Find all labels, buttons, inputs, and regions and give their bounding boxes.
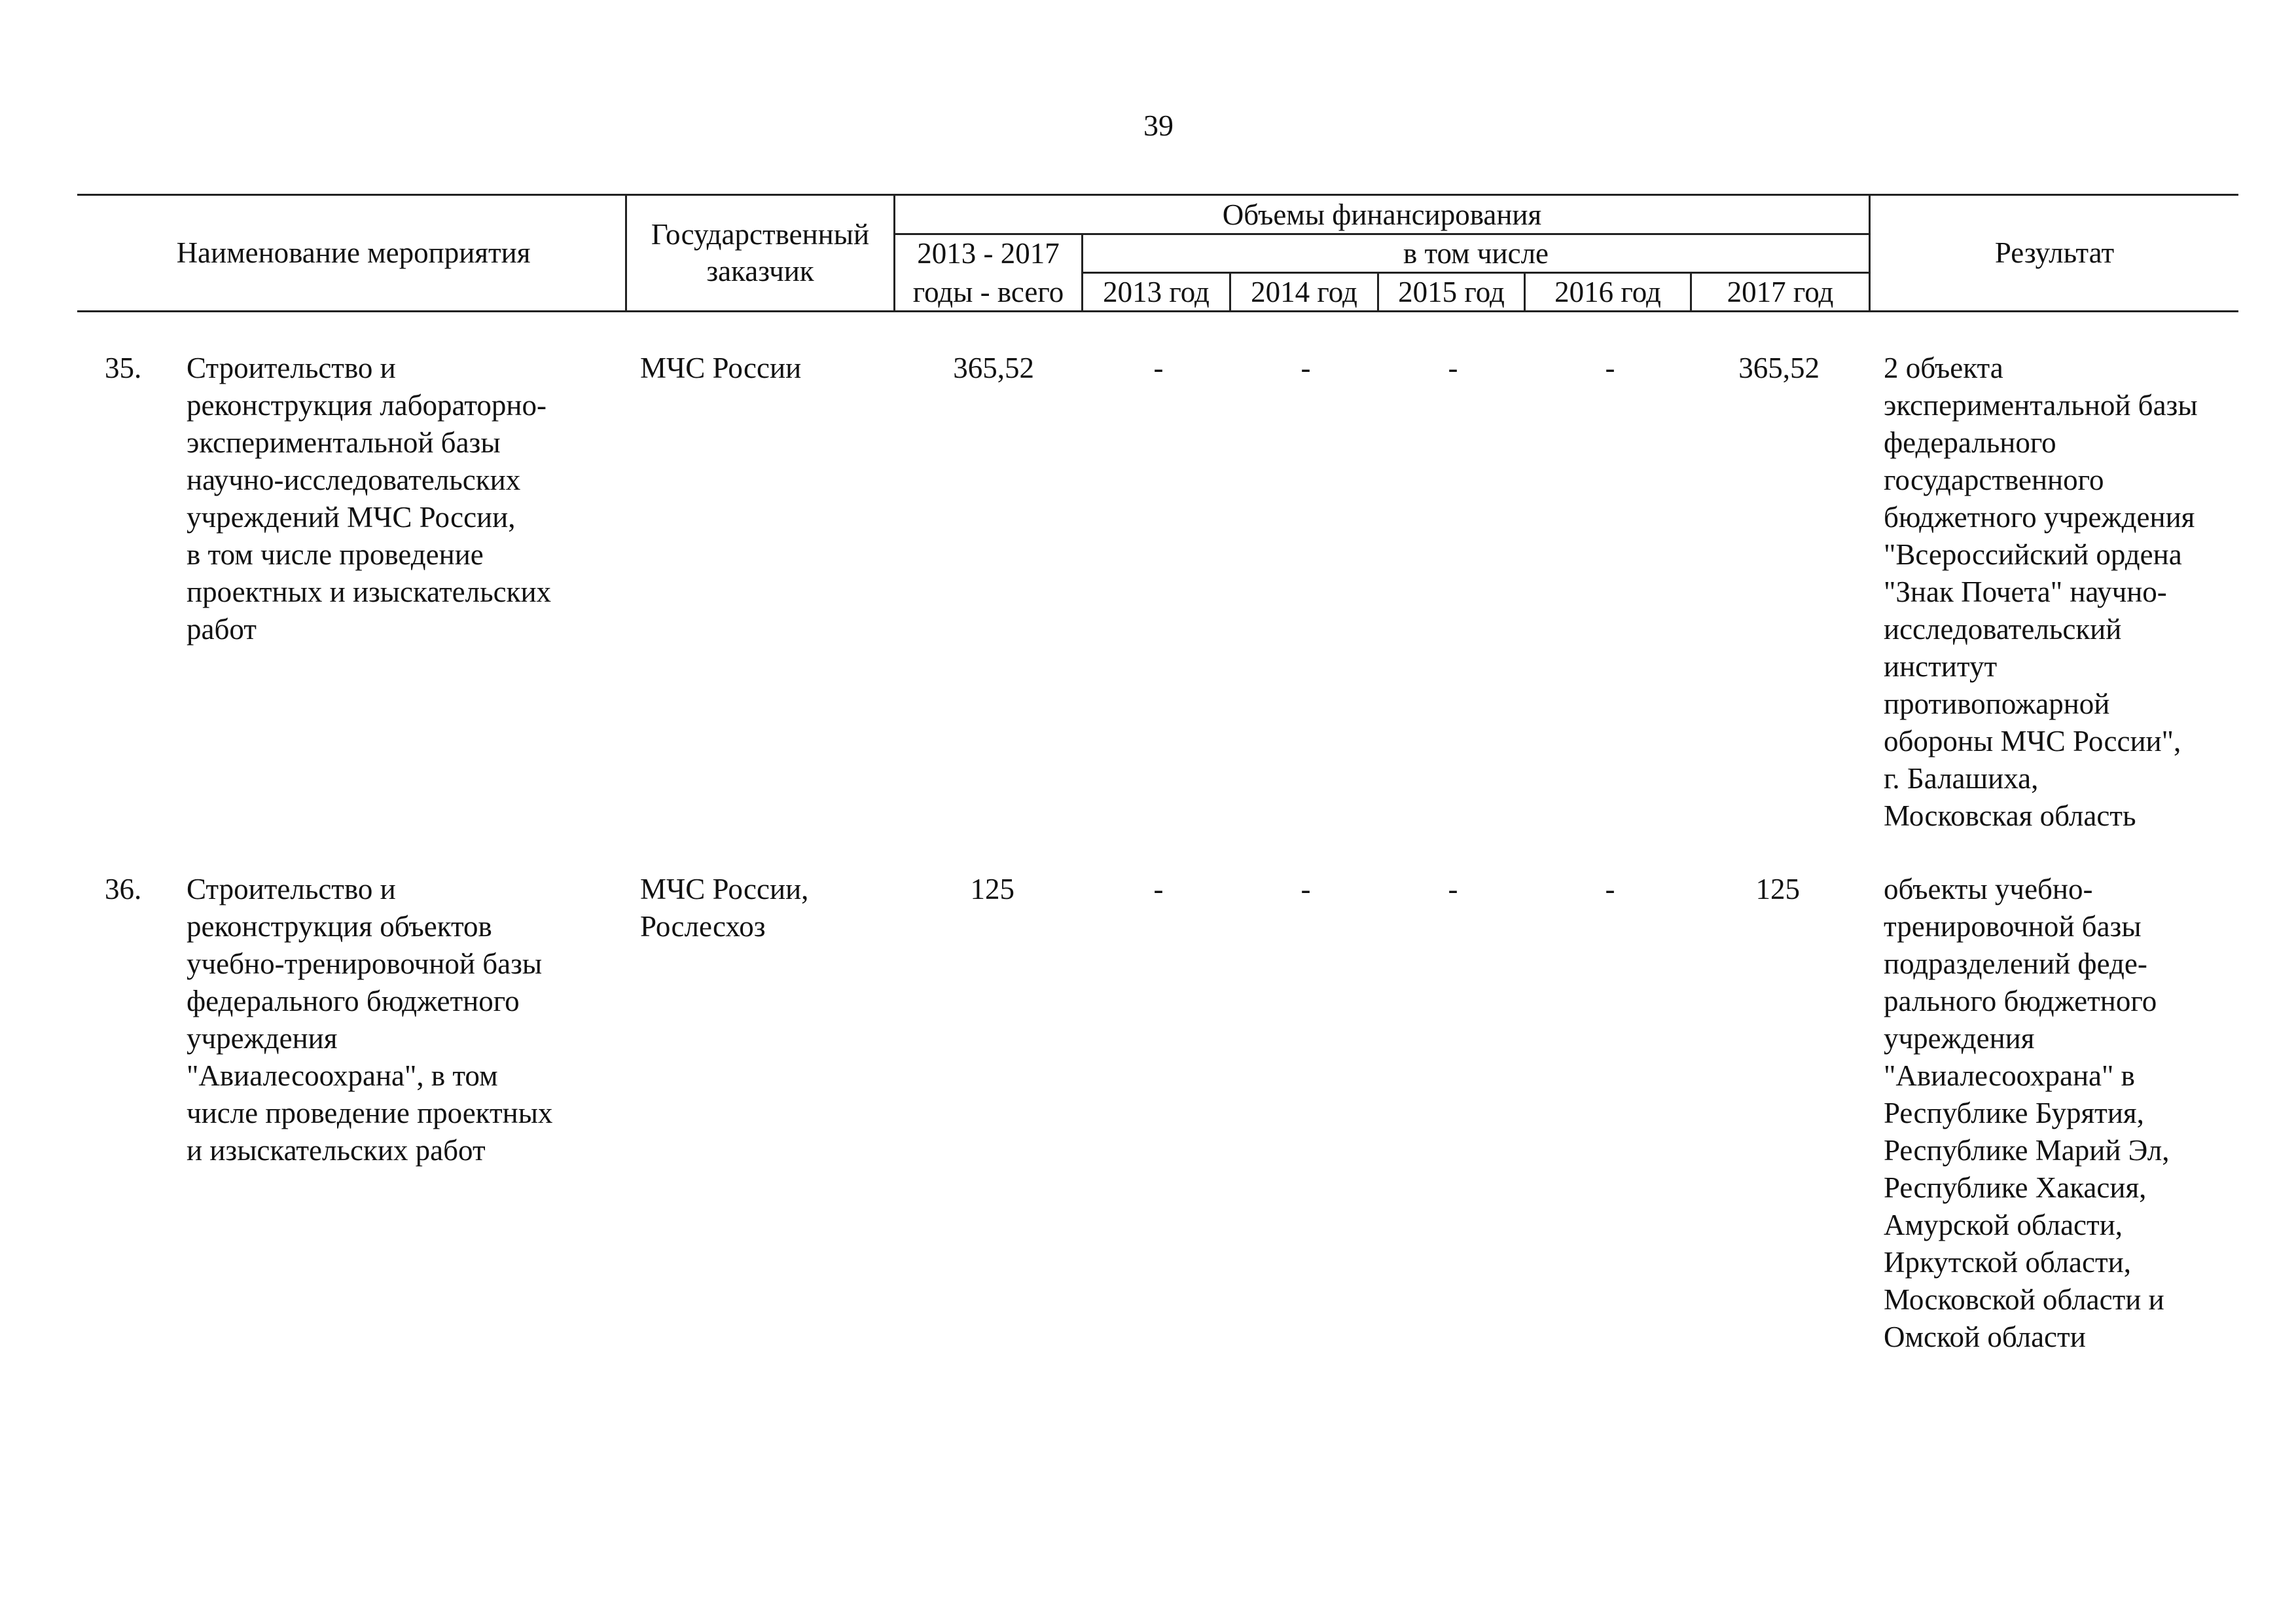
row-name (187, 871, 552, 1169)
result-line: тренировочной базы (1884, 910, 2142, 943)
result-line: Московской области и (1884, 1283, 2164, 1316)
header-year-2016: 2016 год (1554, 276, 1661, 308)
name-line: реконструкция объектов (187, 910, 492, 943)
header-bottom-rule (77, 310, 2238, 312)
result-line: бюджетного учреждения (1884, 501, 2195, 534)
name-line: экспериментальной базы (187, 426, 501, 459)
result-line: рального бюджетного (1884, 985, 2157, 1017)
result-line: обороны МЧС России", (1884, 725, 2181, 757)
row-total: 365,52 (953, 352, 1034, 384)
name-line: учреждения (187, 1022, 338, 1055)
result-line: противопожарной (1884, 687, 2110, 720)
result-line: "Авиалесоохрана" в (1884, 1059, 2135, 1092)
name-line: Строительство и (187, 352, 396, 384)
name-line: числе проведение проектных (187, 1097, 553, 1129)
result-line: Республике Бурятия, (1884, 1097, 2144, 1129)
header-result: Результат (1994, 236, 2115, 269)
header-name: Наименование мероприятия (176, 236, 531, 269)
result-line: экспериментальной базы (1884, 389, 2198, 422)
result-line: "Знак Почета" научно- (1884, 575, 2167, 608)
result-line: объекты учебно- (1884, 873, 2093, 905)
result-line: государственного (1884, 464, 2104, 496)
header-total-line1: 2013 - 2017 (917, 237, 1060, 270)
row-total: 125 (970, 873, 1014, 905)
row-result (1884, 350, 2198, 835)
customer-line: МЧС России, (640, 873, 809, 905)
result-line: Республике Хакасия, (1884, 1171, 2147, 1204)
result-line: Московская область (1884, 799, 2136, 832)
header-year-2015: 2015 год (1398, 276, 1505, 308)
row-2017: 365,52 (1738, 352, 1820, 384)
row-2015: - (1448, 873, 1458, 905)
customer-line: Рослесхоз (640, 910, 766, 943)
customer-line: МЧС России (640, 352, 802, 384)
result-line: исследовательский (1884, 613, 2122, 646)
header-year-2014: 2014 год (1251, 276, 1357, 308)
header-funding: Объемы финансирования (1222, 198, 1542, 231)
row-2013: - (1153, 873, 1164, 905)
result-line: Амурской области, (1884, 1209, 2123, 1241)
row-customer (640, 350, 801, 387)
row-2014: - (1300, 873, 1311, 905)
result-line: Иркутской области, (1884, 1246, 2131, 1279)
name-line: Строительство и (187, 873, 396, 905)
result-line: г. Балашиха, (1884, 762, 2039, 795)
header-customer-line1: Государственный (651, 218, 870, 251)
result-line: "Всероссийский ордена (1884, 538, 2182, 571)
header-year-2017: 2017 год (1727, 276, 1834, 308)
header-top-rule (77, 194, 2238, 196)
result-line: федерального (1884, 426, 2056, 459)
page-number: 39 (1143, 109, 1174, 142)
result-line: учреждения (1884, 1022, 2035, 1055)
row-2017: 125 (1755, 873, 1800, 905)
header-total-line2: годы - всего (912, 276, 1064, 308)
result-line: Республике Марий Эл, (1884, 1134, 2170, 1167)
row-number: 36. (105, 873, 142, 905)
result-line: подразделений феде- (1884, 947, 2147, 980)
row-2013: - (1153, 352, 1164, 384)
header-year-2013: 2013 год (1103, 276, 1210, 308)
result-line: институт (1884, 650, 1998, 683)
name-line: реконструкция лабораторно- (187, 389, 547, 422)
header-customer-line2: заказчик (706, 255, 814, 287)
result-line: Омской области (1884, 1321, 2086, 1353)
name-line: научно-исследовательских (187, 464, 521, 496)
name-line: и изыскательских работ (187, 1134, 486, 1167)
name-line: проектных и изыскательских (187, 575, 552, 608)
name-line: "Авиалесоохрана", в том (187, 1059, 498, 1092)
name-line: федерального бюджетного (187, 985, 520, 1017)
row-2014: - (1300, 352, 1311, 384)
row-2016: - (1605, 873, 1615, 905)
name-line: в том числе проведение (187, 538, 484, 571)
result-line: 2 объекта (1884, 352, 2003, 384)
row-number: 35. (105, 352, 142, 384)
row-name (187, 350, 551, 648)
name-line: учебно-тренировочной базы (187, 947, 543, 980)
row-customer (640, 871, 808, 945)
name-line: работ (187, 613, 257, 646)
row-2015: - (1448, 352, 1458, 384)
name-line: учреждений МЧС России, (187, 501, 516, 534)
row-result (1884, 871, 2170, 1356)
row-2016: - (1605, 352, 1615, 384)
header-including: в том числе (1403, 237, 1549, 270)
